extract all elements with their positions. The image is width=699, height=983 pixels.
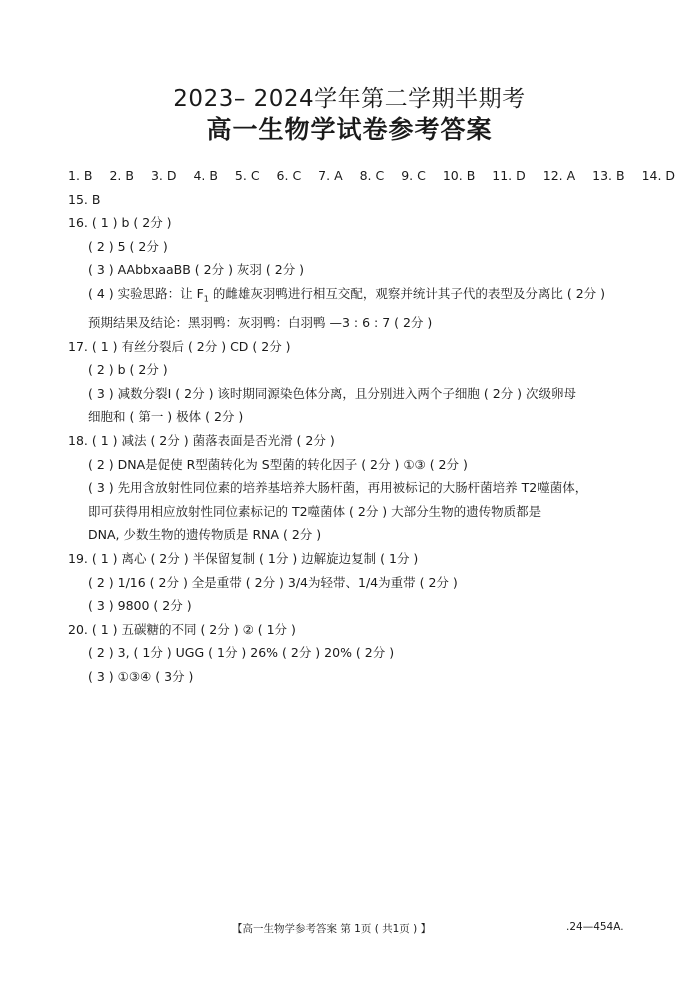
mc-answer: 1. B — [68, 168, 93, 183]
q16-line: ( 2 ) 5 ( 2分 ) — [88, 238, 168, 254]
q16-line: 预期结果及结论：黑羽鸭：灰羽鸭：白羽鸭 —3 : 6 : 7 ( 2分 ) — [88, 315, 433, 331]
q19-line: ( 2 ) 1/16 ( 2分 ) 全是重带 ( 2分 ) 3/4为轻带、1/4为重带 ( 2分 ) — [88, 574, 458, 590]
q18-line: ( 2 ) DNA是促使 R型菌转化为 S型菌的转化因子 ( 2分 ) ①③ ( 2分 ) — [88, 456, 468, 472]
mc-answer: 2. B — [109, 168, 134, 183]
q16-experiment-text: 的雌雄灰羽鸭进行相互交配，观察并统计其子代的表型及分离比 ( 2分 ) — [208, 285, 605, 301]
q18-line: DNA, 少数生物的遗传物质是 RNA ( 2分 ) — [88, 527, 322, 543]
mc-answer: 11. D — [492, 168, 526, 183]
q20-line: 20. ( 1 ) 五碳糖的不同 ( 2分 ) ② ( 1分 ) — [68, 621, 296, 637]
q19-line: 19. ( 1 ) 离心 ( 2分 ) 半保留复制 ( 1分 ) 边解旋边复制 ( 1分 ) — [68, 551, 419, 566]
q17-line: ( 3 ) 减数分裂I ( 2分 ) 该时期同源染色体分离，且分别进入两个子细胞 ( 2分 ) 次级卵母 — [88, 385, 577, 401]
mc-answer: 5. C — [234, 168, 260, 183]
footer-code: .24—454A. — [566, 921, 624, 933]
footer-page-info: 【高一生物学参考答案 第 1页 ( 共1页 ) 】 — [232, 923, 432, 935]
mc-answer: 14. D — [641, 168, 676, 183]
q18-line: ( 3 ) 先用含放射性同位素的培养基培养大肠杆菌，再用被标记的大肠杆菌培养 T2噬菌体， — [88, 480, 588, 496]
exam-title-line2: 高一生物学试卷参考答案 — [206, 115, 493, 144]
q17-line: ( 2 ) b ( 2分 ) — [88, 362, 168, 378]
q18-line: 18. ( 1 ) 减法 ( 2分 ) 菌落表面是否光滑 ( 2分 ) — [68, 433, 335, 449]
q16-experiment-text: ( 4 ) 实验思路：让 F — [88, 285, 204, 301]
mc-answer: 4. B — [193, 168, 218, 183]
mc-answer: 7. A — [318, 168, 343, 183]
mc-answer: 12. A — [542, 168, 576, 183]
q20-line: ( 2 ) 3, ( 1分 ) UGG ( 1分 ) 26% ( 2分 ) 20% ( 2分 ) — [88, 645, 395, 661]
f1-subscript: 1 — [203, 294, 209, 304]
q19-line: ( 3 ) 9800 ( 2分 ) — [88, 598, 192, 614]
q16-line — [68, 282, 648, 311]
mc-answer: 10. B — [442, 168, 476, 183]
mc-answer: 6. C — [276, 168, 302, 183]
q16-line: ( 3 ) AAbbxaaBB ( 2分 ) 灰羽 ( 2分 ) — [88, 262, 305, 278]
mc-answer: 8. C — [359, 168, 385, 183]
q16-line: 16. ( 1 ) b ( 2分 ) — [68, 215, 172, 231]
exam-title-line1: 2023– 2024学年第二学期半期考 — [173, 86, 526, 112]
mc-answer: 9. C — [401, 168, 426, 183]
q18-line: 即可获得用相应放射性同位素标记的 T2噬菌体 ( 2分 ) 大部分生物的遗传物质都是 — [88, 503, 542, 519]
mc-answer: 3. D — [150, 168, 177, 183]
multiple-choice-answers — [68, 164, 676, 188]
q20-line: ( 3 ) ①③④ ( 3分 ) — [88, 668, 194, 684]
mc-answer-15: 15. B — [68, 191, 101, 207]
answer-content — [68, 164, 676, 689]
q17-line: 17. ( 1 ) 有丝分裂后 ( 2分 ) CD ( 2分 ) — [68, 338, 291, 354]
mc-answer: 13. B — [592, 168, 625, 183]
q17-line: 细胞和 ( 第一 ) 极体 ( 2分 ) — [88, 409, 244, 425]
